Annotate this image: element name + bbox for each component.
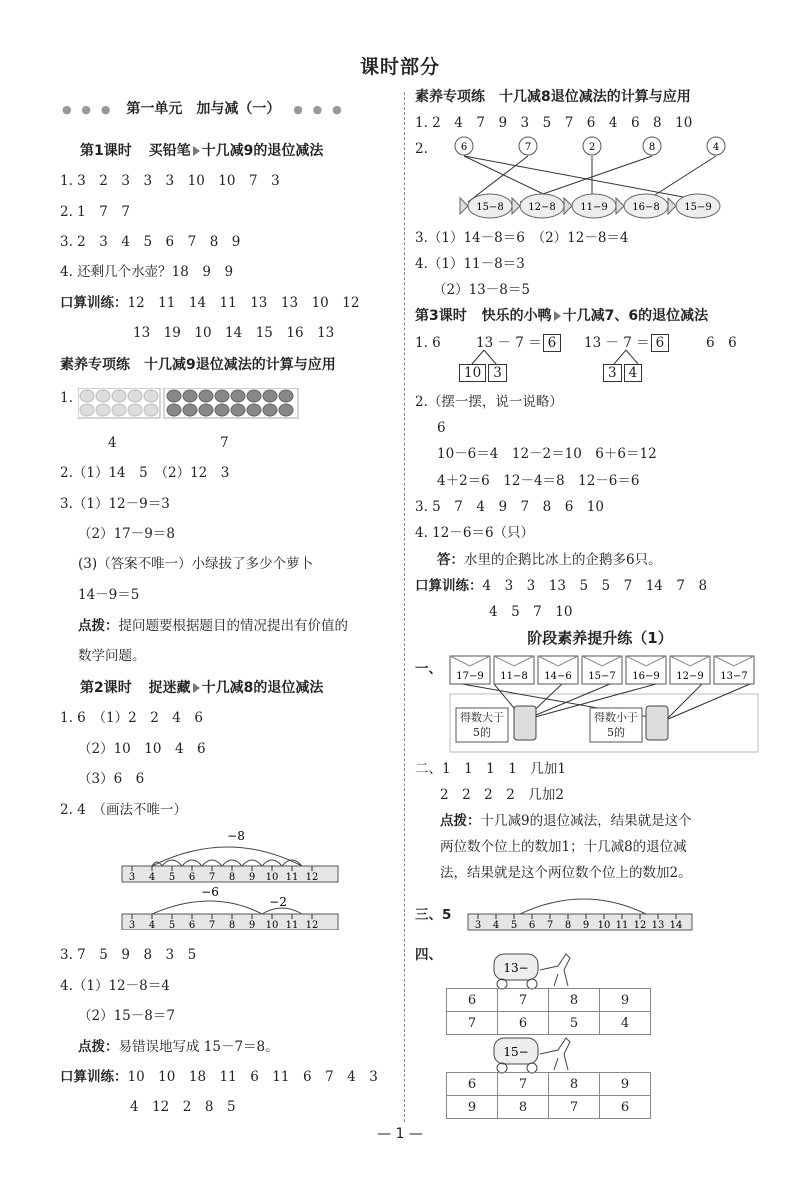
ruler-tick-label: 9 [582,920,590,931]
balloon-label: 4 [712,142,720,153]
s2-tip [440,812,692,830]
tip-label: 点拨： [78,1039,119,1055]
ruler2-label-b: −2 [269,895,287,909]
table-cell: 8 [549,989,600,1012]
arrow-icon [193,683,200,693]
carriage-1-label: 13− [503,961,529,975]
s2-tip3: 法，结果就是这个两位数个位上的数加2。 [440,865,692,881]
p1-tip2: 数学问题。 [78,648,146,664]
l3-answer [437,551,662,569]
split1-a: 10 [459,364,486,382]
carriage-2-label: 15− [503,1045,529,1059]
ruler-tick-label: 3 [128,872,136,883]
s3: 三、5 [415,907,452,923]
eq1-answer-box: 6 [543,334,562,352]
ruler-tick-label: 7 [208,872,216,883]
l1-oral2: 13 19 10 14 15 16 13 [133,325,335,341]
p2-q1: 1. 2 4 7 9 3 5 7 6 4 6 8 10 [415,115,693,131]
dots-right: ● ● ● [293,103,345,116]
number-line-figure [118,828,344,930]
eq1-text: 13 － 7 ＝ [476,335,542,351]
l3-q2-b: 10－6＝4 12－2＝10 6＋6＝12 [437,446,657,462]
ruler-tick-label: 5 [168,920,176,930]
ruler-tick-label: 7 [546,920,554,931]
ruler-tick-label: 5 [168,872,176,883]
p2-q4-1: 4.（1）11－8＝3 [415,256,525,272]
l1-q1: 1. 3 2 3 3 3 10 10 7 3 [60,173,280,189]
lesson2-heading [80,679,323,697]
ruler-tick-label: 4 [492,920,500,931]
ruler-tick-label: 10 [265,872,279,883]
oral-values: 12 11 14 11 13 13 10 12 [127,295,360,311]
l3-oral [415,577,707,595]
number-line-3 [464,890,696,934]
s2-2: 2 2 2 2 几加2 [440,787,564,803]
p1-q1-a: 4 [108,435,117,451]
lesson1-name: 买铅笔 [148,143,191,159]
p1-q1-num: 1. [60,390,73,406]
fish-label: 15−8 [476,202,504,213]
l3-q2-a: 6 [437,420,446,436]
table-cell: 8 [498,1096,549,1119]
table-cell: 9 [600,1073,651,1096]
fish-label: 11−9 [580,202,608,213]
l2-tip [78,1038,279,1056]
carriage-2 [488,1034,578,1074]
p1-q3-4: 14－9＝5 [78,587,140,603]
table-cell: 9 [447,1096,498,1119]
ruler-tick-label: 11 [285,920,299,930]
lesson2-name: 捉迷藏 [148,680,191,696]
table-cell: 4 [600,1012,651,1035]
envelope-label: 16−9 [632,671,660,682]
ruler-tick-label: 6 [188,920,196,930]
ruler-tick-label: 3 [474,920,482,931]
ruler-tick-label: 7 [208,920,216,930]
balloon-label: 7 [524,142,532,153]
ruler-tick-label: 12 [305,920,319,930]
ruler-tick-label: 10 [597,920,611,931]
l2-q3: 3. 7 5 9 8 3 5 [60,947,197,963]
ruler-tick-label: 3 [128,920,136,930]
ruler1-label: −8 [227,829,245,843]
lesson3-topic: 十几减7、6的退位减法 [562,308,709,324]
unit-title: 第一单元 加与减（一） [126,101,281,117]
table-cell: 8 [549,1073,600,1096]
tip-text: 提问题要根据题目的情况提出有价值的 [118,618,348,634]
arc-minus6 [152,901,262,914]
answer-text: 水里的企鹅比冰上的企鹅多6只。 [464,552,662,568]
l2-q1-2: （2）10 10 4 6 [78,741,206,757]
lesson1-topic: 十几减9的退位减法 [201,143,324,159]
arcs-small [152,860,302,866]
table-cell: 9 [600,989,651,1012]
fish-label: 16−8 [632,202,660,213]
l2-q4-1: 4.（1）12－8＝4 [60,978,170,994]
ruler-tick-label: 6 [528,920,536,931]
robot-b-text: 得数小于5的 [594,711,638,739]
ruler-tick-label: 11 [615,920,629,931]
table-row [447,989,651,1012]
balloon-label: 8 [648,142,656,153]
split1 [458,364,508,382]
robot-b [646,706,668,740]
envelope-label: 14−6 [544,671,572,682]
l2-q1-3: （3）6 6 [78,771,145,787]
l1-q3: 3. 2 3 4 5 6 7 8 9 [60,234,241,250]
p1-q3-3: (3)（答案不唯一）小绿拔了多少个萝卜 [78,556,314,572]
l3-q2: 2.（摆一摆，说一说略） [415,394,563,410]
balloon-label: 2 [588,142,596,153]
s2-1: 二、1 1 1 1 几加1 [415,761,566,777]
table-cell: 7 [447,1012,498,1035]
l2-q2: 2. 4 （画法不唯一） [60,802,188,818]
lesson3-heading [415,307,708,325]
envelope-label: 13−7 [720,671,748,682]
s4: 四、 [415,947,442,963]
table-row [447,1073,651,1096]
balloon-fish-figure [430,134,750,224]
l1-q4: 4. 还剩几个水壶？18 9 9 [60,264,234,280]
stage-title: 阶段素养提升练（1） [527,629,673,647]
ruler-tick-label: 11 [285,872,299,883]
ruler-tick-label: 4 [148,920,156,930]
oral-values: 10 10 18 11 6 11 6 7 4 3 [127,1069,378,1085]
lesson3-name: 快乐的小鸭 [481,308,552,324]
fish-tail [460,198,468,214]
lesson1-label: 第1课时 [80,143,132,159]
table-cell: 6 [447,1073,498,1096]
ruler-tick-label: 13 [651,920,665,931]
p2-q4-2: （2）13－8＝5 [433,282,530,298]
envelope-label: 12−9 [676,671,704,682]
envelope-label: 11−8 [500,671,528,682]
practice1-title: 素养专项练 十几减9退位减法的计算与应用 [60,357,336,373]
balloon-label: 6 [460,142,468,153]
p2-q3: 3.（1）14－8＝6 （2）12－8＝4 [415,230,629,246]
lesson2-label: 第2课时 [80,680,132,696]
lesson3-label: 第3课时 [415,308,467,324]
lesson1-heading [80,142,323,160]
table-cell: 7 [549,1096,600,1119]
tip-text: 易错误地写成 15－7＝8。 [118,1039,279,1055]
ruler-tick-label: 14 [669,920,683,931]
fish-label: 12−8 [528,202,556,213]
fish-tail [616,198,624,214]
l3-q1-tail: 6 6 [706,335,737,351]
l1-oral [60,294,359,312]
ruler-tick-label: 4 [148,872,156,883]
ruler-tick-label: 9 [248,920,256,930]
table-cell: 6 [498,1012,549,1035]
split1-b: 3 [488,364,507,382]
table-cell: 7 [498,1073,549,1096]
tip-label: 点拨： [78,618,119,634]
table-2 [446,1072,651,1119]
unit-heading [62,100,345,119]
lesson2-topic: 十几减8的退位减法 [201,680,324,696]
l2-oral [60,1068,378,1086]
dots-left: ● ● ● [62,103,114,116]
p2-q2-num: 2. [415,141,428,157]
fish-tail [564,198,572,214]
column-divider [404,92,405,1122]
eq2-text: 13 － 7 ＝ [584,335,650,351]
envelope-label: 17−9 [456,671,484,682]
table-cell: 5 [549,1012,600,1035]
robot-a-text: 得数大于5的 [460,711,504,739]
p1-q3-2: （2）17－9＝8 [78,526,175,542]
l3-q3: 3. 5 7 4 9 7 8 6 10 [415,499,604,515]
p1-q1-b: 7 [220,435,229,451]
ruler-tick-label: 8 [564,920,572,931]
horse-icon [540,1038,570,1070]
table-cell: 6 [600,1096,651,1119]
tip-text: 十几减9的退位减法，结果就是这个 [480,813,692,829]
l3-q4: 4. 12－6＝6（只） [415,525,535,541]
ruler-tick-label: 5 [510,920,518,931]
ruler-tick-label: 8 [228,872,236,883]
arrow-icon [554,311,561,321]
fish-label: 15−9 [684,202,712,213]
counters-figure [78,388,300,420]
oral-label: 口算训练： [415,578,483,594]
p1-tip [78,617,348,635]
l2-oral2: 4 12 2 8 5 [130,1099,236,1115]
robot-a [514,706,536,740]
table-1 [446,988,651,1035]
oral-label: 口算训练： [60,295,128,311]
horse-icon [540,954,570,986]
oral-label: 口算训练： [60,1069,128,1085]
ruler-tick-label: 12 [305,872,319,883]
table-row [447,1012,651,1035]
page-number: — 1 — [377,1126,423,1142]
carriage-1 [488,950,578,990]
ruler-tick-label: 6 [188,872,196,883]
oral-values: 4 3 3 13 5 5 7 14 7 8 [482,578,708,594]
tip-label: 点拨： [440,813,481,829]
l3-q1-num: 1. 6 [415,335,441,351]
l3-q2-c: 4＋2＝6 12－4＝8 12－6＝6 [437,473,640,489]
ruler-tick-label: 9 [248,872,256,883]
s1-label: 一、 [415,661,442,677]
split2 [602,364,643,382]
fish-tail [668,198,676,214]
table-cell: 6 [447,989,498,1012]
table-cell: 7 [498,989,549,1012]
l1-q2: 2. 1 7 7 [60,204,130,220]
table-row [447,1096,651,1119]
ruler-tick-label: 8 [228,920,236,930]
l3-oral2: 4 5 7 10 [489,604,573,620]
practice2-title: 素养专项练 十几减8退位减法的计算与应用 [415,89,691,105]
s2-tip2: 两位数个位上的数加1；十几减8的退位减 [440,839,687,855]
page-title: 课时部分 [359,56,440,78]
eq2-answer-box: 6 [651,334,670,352]
arc-s3 [520,899,646,914]
l2-q4-2: （2）15－8＝7 [78,1008,175,1024]
l2-q1-1: 1. 6 （1）2 2 4 6 [60,710,203,726]
fish-tail [512,198,520,214]
ruler2-label-a: −6 [201,885,219,899]
split2-a: 3 [603,364,622,382]
arrow-icon [193,146,200,156]
p1-q2: 2.（1）14 5 （2）12 3 [60,465,230,481]
answer-label: 答： [437,552,464,568]
envelope-label: 15−7 [588,671,616,682]
split2-b: 4 [624,364,643,382]
ruler-tick-label: 10 [265,920,279,930]
p1-q3-1: 3.（1）12－9＝3 [60,496,170,512]
ruler-tick-label: 12 [633,920,647,931]
